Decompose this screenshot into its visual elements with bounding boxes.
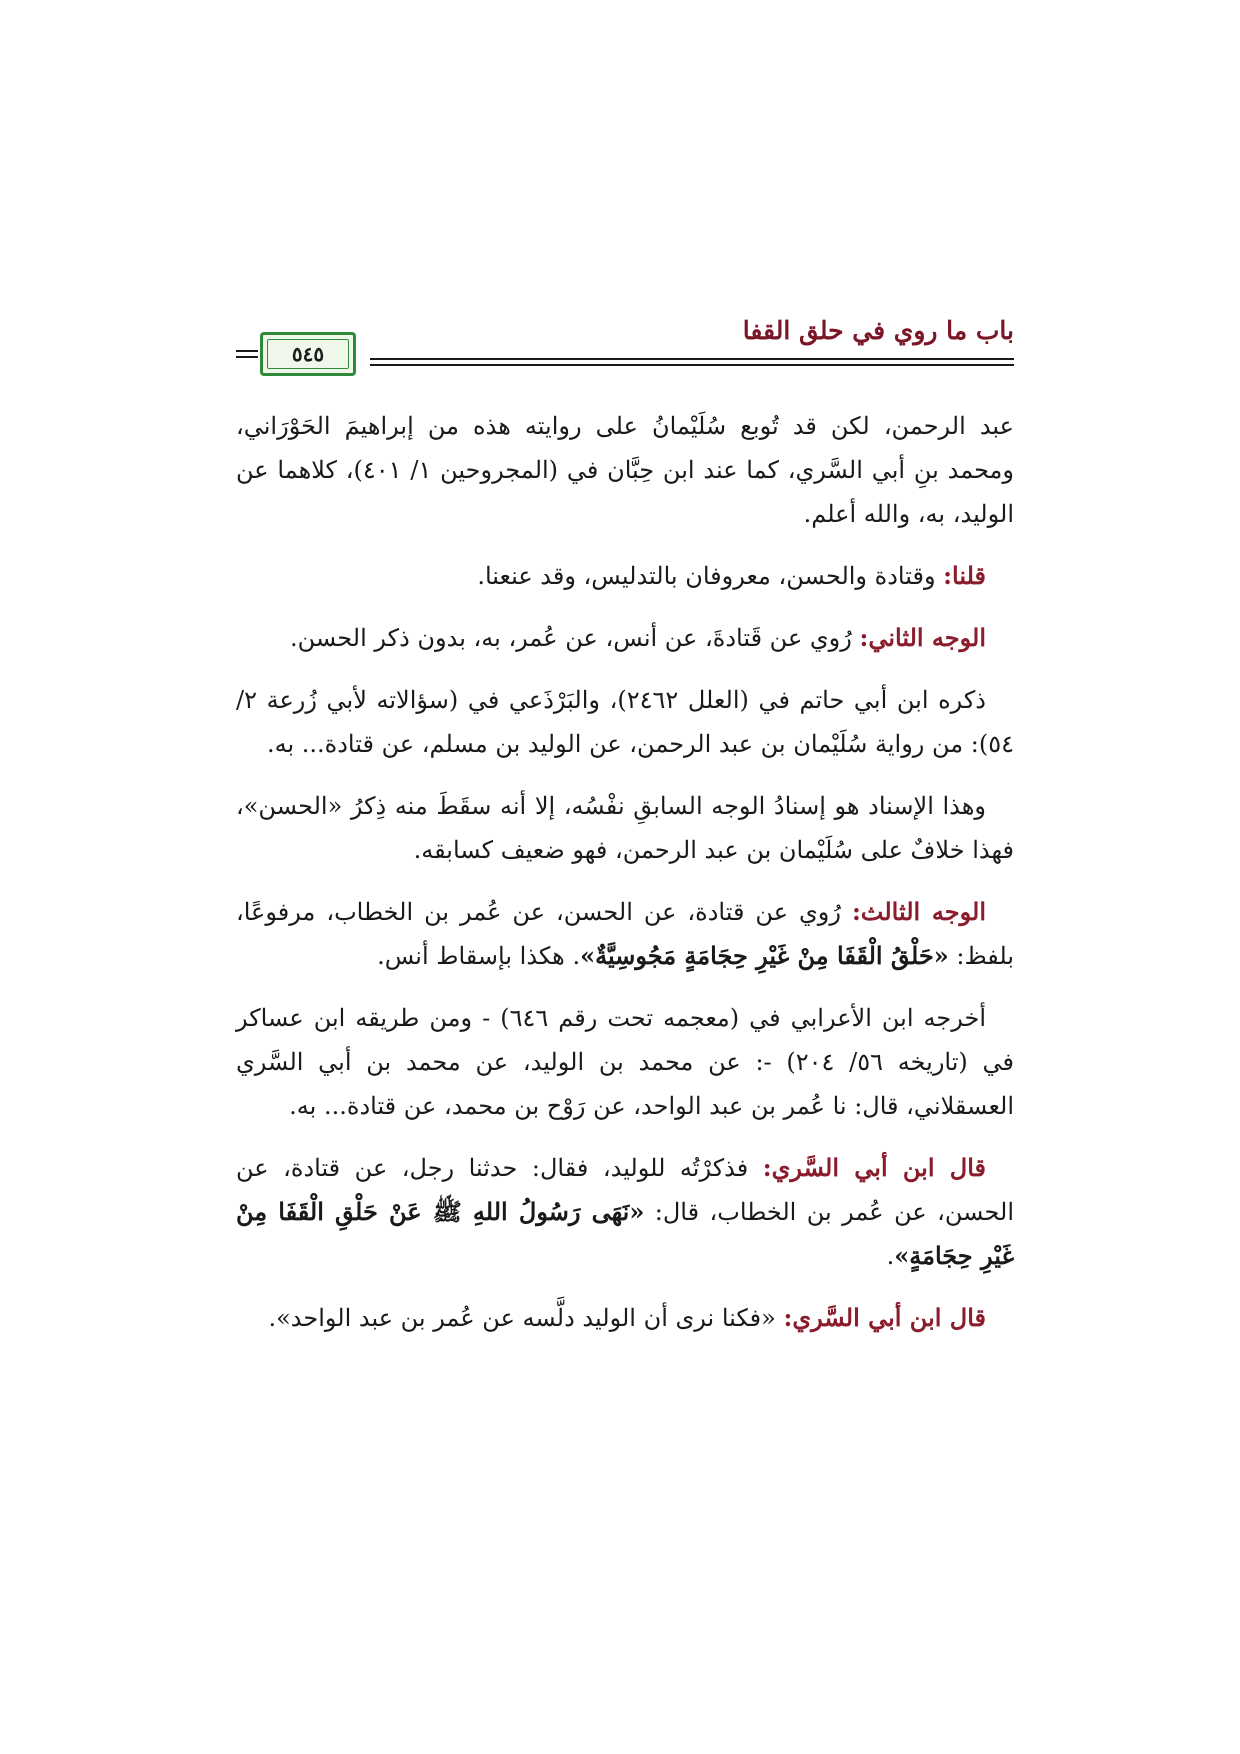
paragraph-ibn-abi-hatim: ذكره ابن أبي حاتم في (العلل ٢٤٦٢)، والبَرْذَعي في (سؤالاته لأبي زُرعة ٢/ ٥٤): من رواية سُلَيْمان بن عبد الرحمن، عن الوليد بن مسلم، عن قتادة... به.	[236, 686, 1014, 758]
hadith-quote-2: «نَهَى رَسُولُ اللهِ ﷺ عَنْ حَلْقِ الْقَفَا مِنْ غَيْرِ حِجَامَةٍ»	[236, 1197, 1014, 1270]
label-ibn-abi-sari-1: قال ابن أبي السَّري:	[762, 1153, 986, 1182]
chapter-title: باب ما روي في حلق القفا	[742, 316, 1014, 345]
text-third-aspect-a: رُوي عن قتادة، عن الحسن، عن عُمر بن الخطاب، مرفوعًا، بلفظ:	[236, 898, 1014, 970]
text-ibn-abi-sari-1: فذكرْتُه للوليد، فقال: حدثنا رجل، عن قتادة، عن الحسن، عن عُمر بن الخطاب، قال:	[236, 1154, 1014, 1226]
text-qulna: وقتادة والحسن، معروفان بالتدليس، وقد عنعنا.	[477, 562, 944, 590]
paragraph-third-aspect	[236, 890, 1014, 978]
page-number-frame	[260, 332, 356, 376]
label-ibn-abi-sari-2: قال ابن أبي السَّري:	[783, 1303, 986, 1332]
paragraph-continuation: عبد الرحمن، لكن قد تُوبع سُلَيْمانُ على روايته هذه من إبراهيمَ الحَوْرَاني، ومحمد بنِ أبي السَّري، كما عند ابن حِبَّان في (المجروحين ١/ ٤٠١)، كلاهما عن الوليد، به، والله أعلم.	[236, 412, 1014, 528]
text-third-aspect-b: . هكذا بإسقاط أنس.	[377, 942, 581, 970]
label-third-aspect: الوجه الثالث:	[851, 897, 986, 926]
page-header	[236, 316, 1014, 384]
paragraph-ibn-al-arabi: أخرجه ابن الأعرابي في (معجمه تحت رقم ٦٤٦) - ومن طريقه ابن عساكر في (تاريخه ٥٦/ ٢٠٤) -: عن محمد بن الوليد، عن محمد بن أبي السَّري العسقلاني، قال: نا عُمر بن عبد الواحد، عن رَوْح بن محمد، عن قتادة... به.	[236, 1004, 1015, 1120]
hadith-quote-1: «حَلْقُ الْقَفَا مِنْ غَيْرِ حِجَامَةٍ مَجُوسِيَّةٌ»	[580, 941, 949, 970]
header-rule-left-top	[236, 350, 258, 352]
label-second-aspect: الوجه الثاني:	[859, 623, 986, 652]
paragraph-ibn-abi-sari-1	[236, 1146, 1014, 1278]
text-second-aspect: رُوي عن قَتادةَ، عن أنس، عن عُمر، به، بدون ذكر الحسن.	[290, 624, 860, 652]
header-rule-right-bottom	[370, 364, 1014, 366]
page-body	[236, 404, 1014, 1358]
label-qulna: قلنا:	[943, 561, 986, 590]
paragraph-second-aspect	[236, 616, 1014, 660]
paragraph-qulna	[236, 554, 1014, 598]
paragraph-ibn-abi-sari-2	[236, 1296, 1014, 1340]
header-rule-left-bottom	[236, 356, 258, 358]
header-rule-right-top	[370, 358, 1014, 360]
page-number: ٥٤٥	[291, 342, 325, 366]
text-ibn-abi-sari-2: «فكنا نرى أن الوليد دلَّسه عن عُمر بن عبد الواحد».	[268, 1304, 784, 1332]
text-ibn-abi-sari-1-end: .	[886, 1242, 895, 1270]
paragraph-isnad-note: وهذا الإسناد هو إسنادُ الوجه السابقِ نفْسُه، إلا أنه سقَطَ منه ذِكرُ «الحسن»، فهذا خلافٌ على سُلَيْمان بن عبد الرحمن، فهو ضعيف كسابقه.	[236, 792, 1014, 864]
